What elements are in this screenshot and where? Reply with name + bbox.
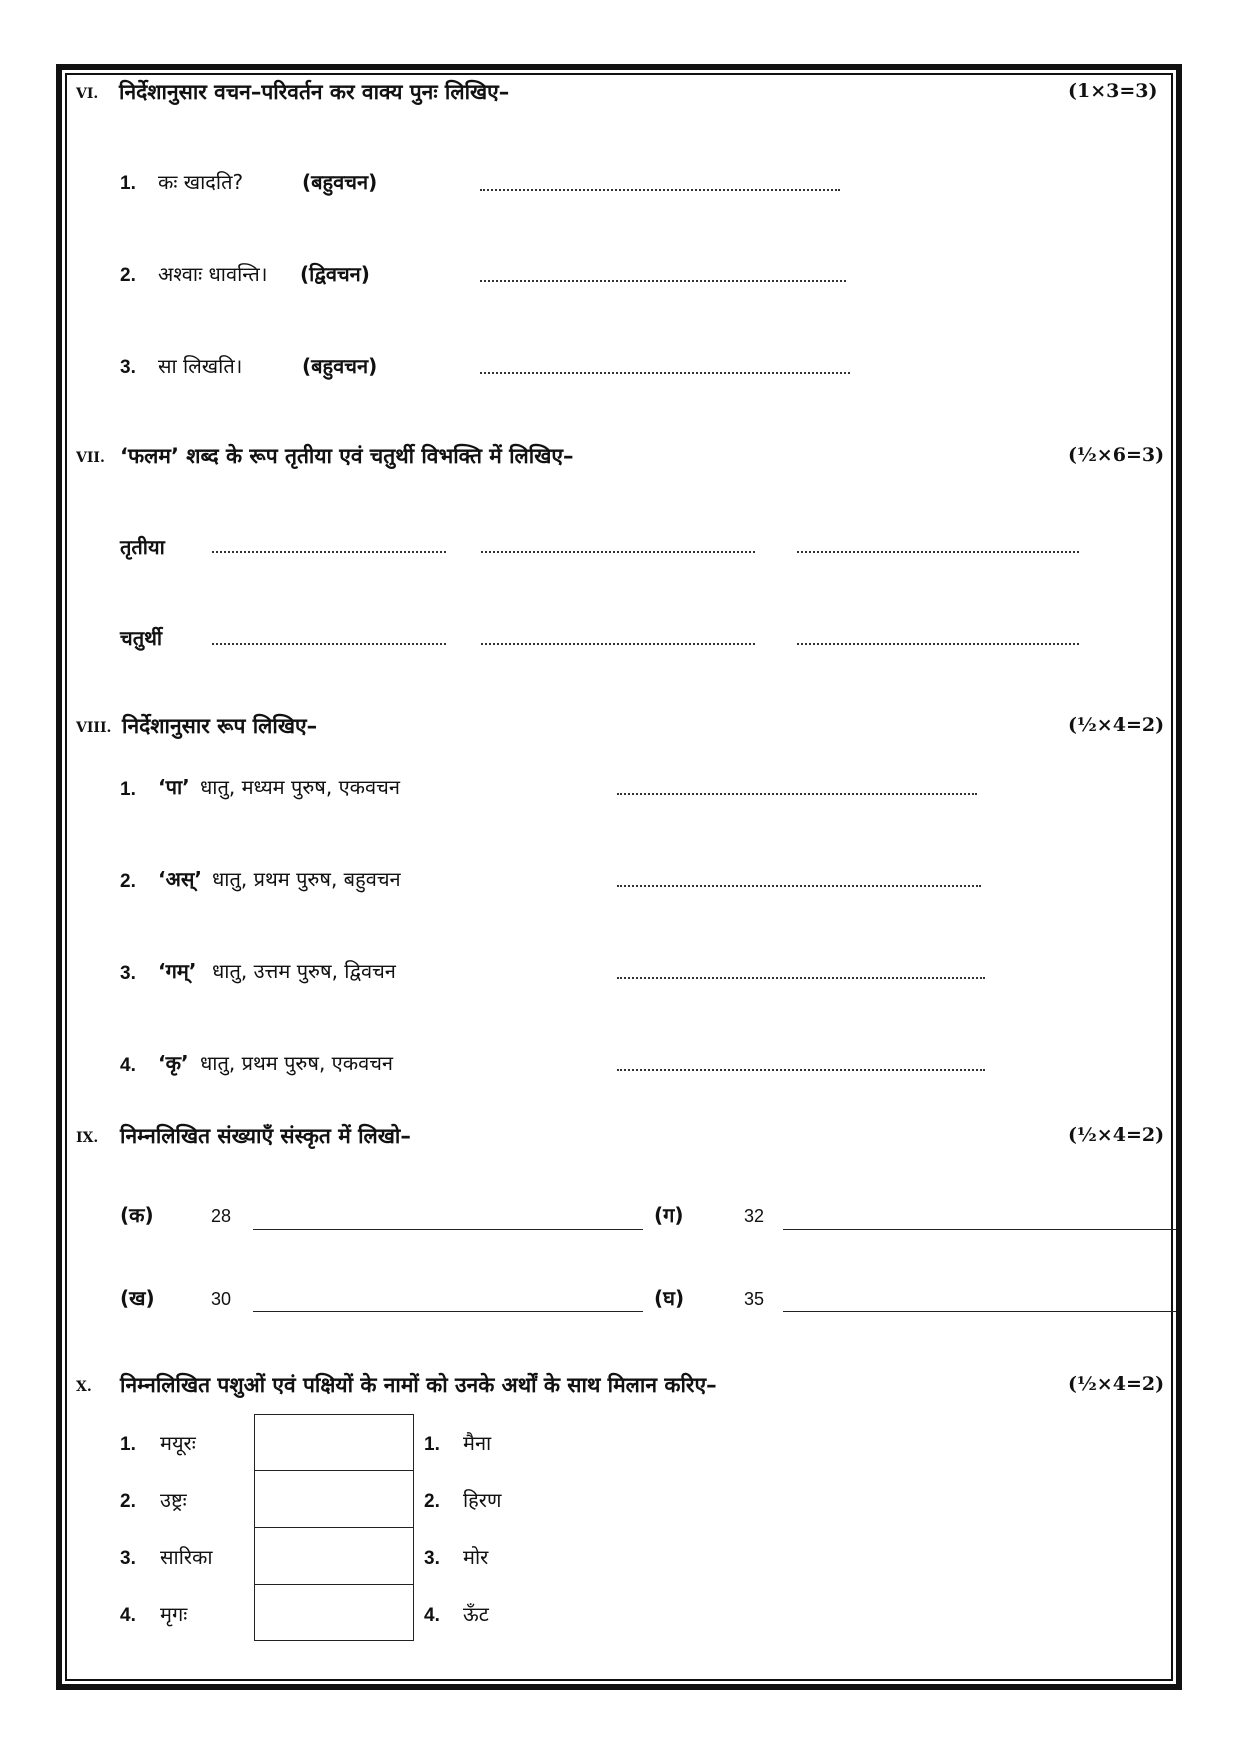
item-value: 35 <box>744 1289 765 1309</box>
item-number: 3. <box>120 963 136 984</box>
match-answer-box-3[interactable] <box>254 1527 414 1585</box>
row-label-tritiya: तृतीया <box>120 535 165 559</box>
item-number: 2. <box>120 265 136 286</box>
right-item-number: 2. <box>424 1491 440 1512</box>
item-root: ‘पा’ <box>158 775 190 799</box>
section-title: निम्नलिखित पशुओं एवं पक्षियों के नामों को उनके अर्थों के साथ मिलान करिए– <box>120 1373 717 1397</box>
section-marks: (½×6=3) <box>1068 444 1165 466</box>
right-item-number: 1. <box>424 1434 440 1455</box>
section-title: ‘फलम’ शब्द के रूप तृतीया एवं चतुर्थी विभक्ति में लिखिए– <box>120 444 574 468</box>
match-answer-box-2[interactable] <box>254 1470 414 1528</box>
section-number: X. <box>76 1379 92 1395</box>
section-marks: (1×3=3) <box>1068 80 1158 102</box>
item-hint: (बहुवचन) <box>302 170 378 194</box>
section-number: VIII. <box>76 720 112 736</box>
section-title: निर्देशानुसार वचन–परिवर्तन कर वाक्य पुनः लिखिए– <box>119 80 510 104</box>
answer-line[interactable] <box>783 1229 1176 1230</box>
item-number: 1. <box>120 779 136 800</box>
item-label-gha: (घ) <box>654 1286 685 1310</box>
item-label-kha: (ख) <box>120 1286 155 1310</box>
answer-blank[interactable] <box>797 643 1079 645</box>
item-number: 1. <box>120 173 136 194</box>
item-root: ‘अस्’ <box>158 867 202 891</box>
section-marks: (½×4=2) <box>1068 714 1165 736</box>
row-label-chaturthi: चतुर्थी <box>120 626 163 650</box>
section-marks: (½×4=2) <box>1068 1124 1165 1146</box>
left-item-number: 2. <box>120 1491 136 1512</box>
item-value: 28 <box>211 1206 232 1226</box>
left-item-word: मृगः <box>160 1602 188 1626</box>
right-item-word: हिरण <box>463 1488 502 1512</box>
answer-blank[interactable] <box>480 189 840 191</box>
right-item-word: मोर <box>463 1545 489 1569</box>
left-item-word: सारिका <box>160 1545 213 1569</box>
item-hint: (द्विवचन) <box>300 262 370 286</box>
left-item-number: 4. <box>120 1605 136 1626</box>
answer-line[interactable] <box>253 1229 643 1230</box>
item-value: 30 <box>211 1289 232 1309</box>
section-marks: (½×4=2) <box>1068 1373 1165 1395</box>
answer-blank[interactable] <box>617 885 981 887</box>
item-label-ga: (ग) <box>654 1203 684 1227</box>
item-number: 3. <box>120 357 136 378</box>
left-item-word: मयूरः <box>160 1431 196 1455</box>
answer-blank[interactable] <box>480 280 846 282</box>
answer-blank[interactable] <box>212 643 446 645</box>
section-number: IX. <box>76 1130 99 1146</box>
item-text: कः खादति? <box>158 170 244 194</box>
answer-blank[interactable] <box>481 551 755 553</box>
item-root: ‘कृ’ <box>158 1051 189 1075</box>
answer-blank[interactable] <box>617 1069 985 1071</box>
answer-blank[interactable] <box>480 372 850 374</box>
match-answer-box-1[interactable] <box>254 1414 414 1471</box>
left-item-number: 3. <box>120 1548 136 1569</box>
answer-blank[interactable] <box>617 793 977 795</box>
match-answer-box-4[interactable] <box>254 1584 414 1641</box>
answer-blank[interactable] <box>481 643 755 645</box>
item-text: धातु, प्रथम पुरुष, बहुवचन <box>212 867 401 891</box>
item-text: धातु, मध्यम पुरुष, एकवचन <box>200 775 400 799</box>
section-number: VII. <box>76 450 105 466</box>
item-label-ka: (क) <box>120 1203 154 1227</box>
right-item-word: मैना <box>463 1431 492 1455</box>
answer-line[interactable] <box>253 1311 643 1312</box>
left-item-number: 1. <box>120 1434 136 1455</box>
right-item-number: 3. <box>424 1548 440 1569</box>
item-text: सा लिखति। <box>158 354 243 378</box>
section-number: VI. <box>76 86 99 102</box>
item-number: 2. <box>120 871 136 892</box>
answer-blank[interactable] <box>617 977 985 979</box>
item-value: 32 <box>744 1206 765 1226</box>
item-text: धातु, प्रथम पुरुष, एकवचन <box>200 1051 394 1075</box>
item-hint: (बहुवचन) <box>302 354 378 378</box>
right-item-word: ऊँट <box>463 1602 489 1626</box>
section-title: निम्नलिखित संख्याएँ संस्कृत में लिखो– <box>120 1124 411 1148</box>
left-item-word: उष्ट्रः <box>160 1488 187 1512</box>
item-root: ‘गम्’ <box>158 959 197 983</box>
answer-blank[interactable] <box>212 551 446 553</box>
right-item-number: 4. <box>424 1605 440 1626</box>
item-text: अश्वाः धावन्ति। <box>158 262 268 286</box>
section-title: निर्देशानुसार रूप लिखिए– <box>122 714 318 738</box>
answer-line[interactable] <box>783 1311 1176 1312</box>
item-text: धातु, उत्तम पुरुष, द्विवचन <box>212 959 396 983</box>
answer-blank[interactable] <box>797 551 1079 553</box>
item-number: 4. <box>120 1055 136 1076</box>
